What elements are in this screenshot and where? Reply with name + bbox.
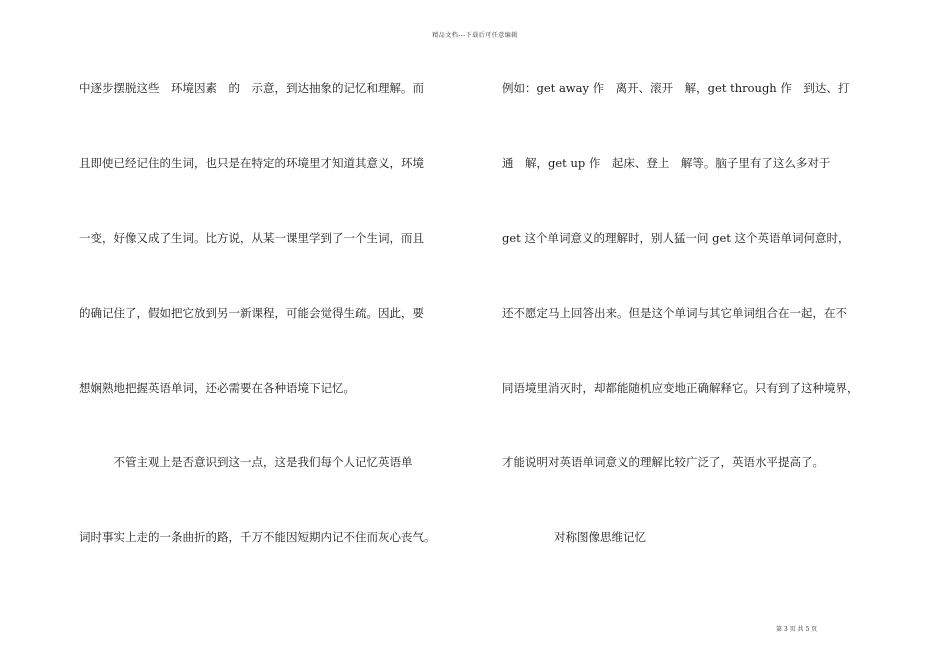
left-paragraph-line: 不管主观上是否意识到这一点，这是我们每个人记忆英语单: [79, 455, 413, 469]
right-paragraph-line: 同语境里消灭时，却都能随机应变地正确解释它。只有到了这种境界，: [502, 381, 859, 395]
left-paragraph-line: 且即使已经记住的生词，也只是在特定的环境里才知道其意义，环境: [79, 156, 424, 170]
right-paragraph-line: 才能说明对英语单词意义的理解比较广泛了，英语水平提高了。: [502, 455, 824, 469]
left-paragraph-line: 词时事实上走的一条曲折的路，千万不能因短期内记不住而灰心丧气。: [79, 530, 436, 544]
page-header: 精品文档---下载后可任意编辑: [432, 32, 518, 39]
left-paragraph-line: 中逐步摆脱这些 环境因素 的 示意，到达抽象的记忆和理解。而: [79, 81, 424, 95]
right-paragraph-line: 还不愿定马上回答出来。但是这个单词与其它单词组合在一起，在不: [502, 306, 847, 320]
right-paragraph-line: 通 解，get up 作 起床、登上 解等。脑子里有了这么多对于: [502, 156, 831, 170]
left-paragraph-line: 想娴熟地把握英语单词，还必需要在各种语境下记忆。: [79, 381, 355, 395]
left-paragraph-line: 的确记住了，假如把它放到另一新课程，可能会觉得生疏。因此，要: [79, 306, 424, 320]
section-heading: 对称图像思维记忆: [554, 530, 646, 544]
page-number: 第 3 页 共 5 页: [776, 626, 818, 633]
right-paragraph-line: get 这个单词意义的理解时，别人猛一问 get 这个英语单词何意时，: [502, 231, 850, 245]
right-paragraph-line: 例如：get away 作 离开、滚开 解，get through 作 到达、打: [502, 81, 850, 95]
left-paragraph-line: 一变，好像又成了生词。比方说，从某一课里学到了一个生词，而且: [79, 231, 424, 245]
